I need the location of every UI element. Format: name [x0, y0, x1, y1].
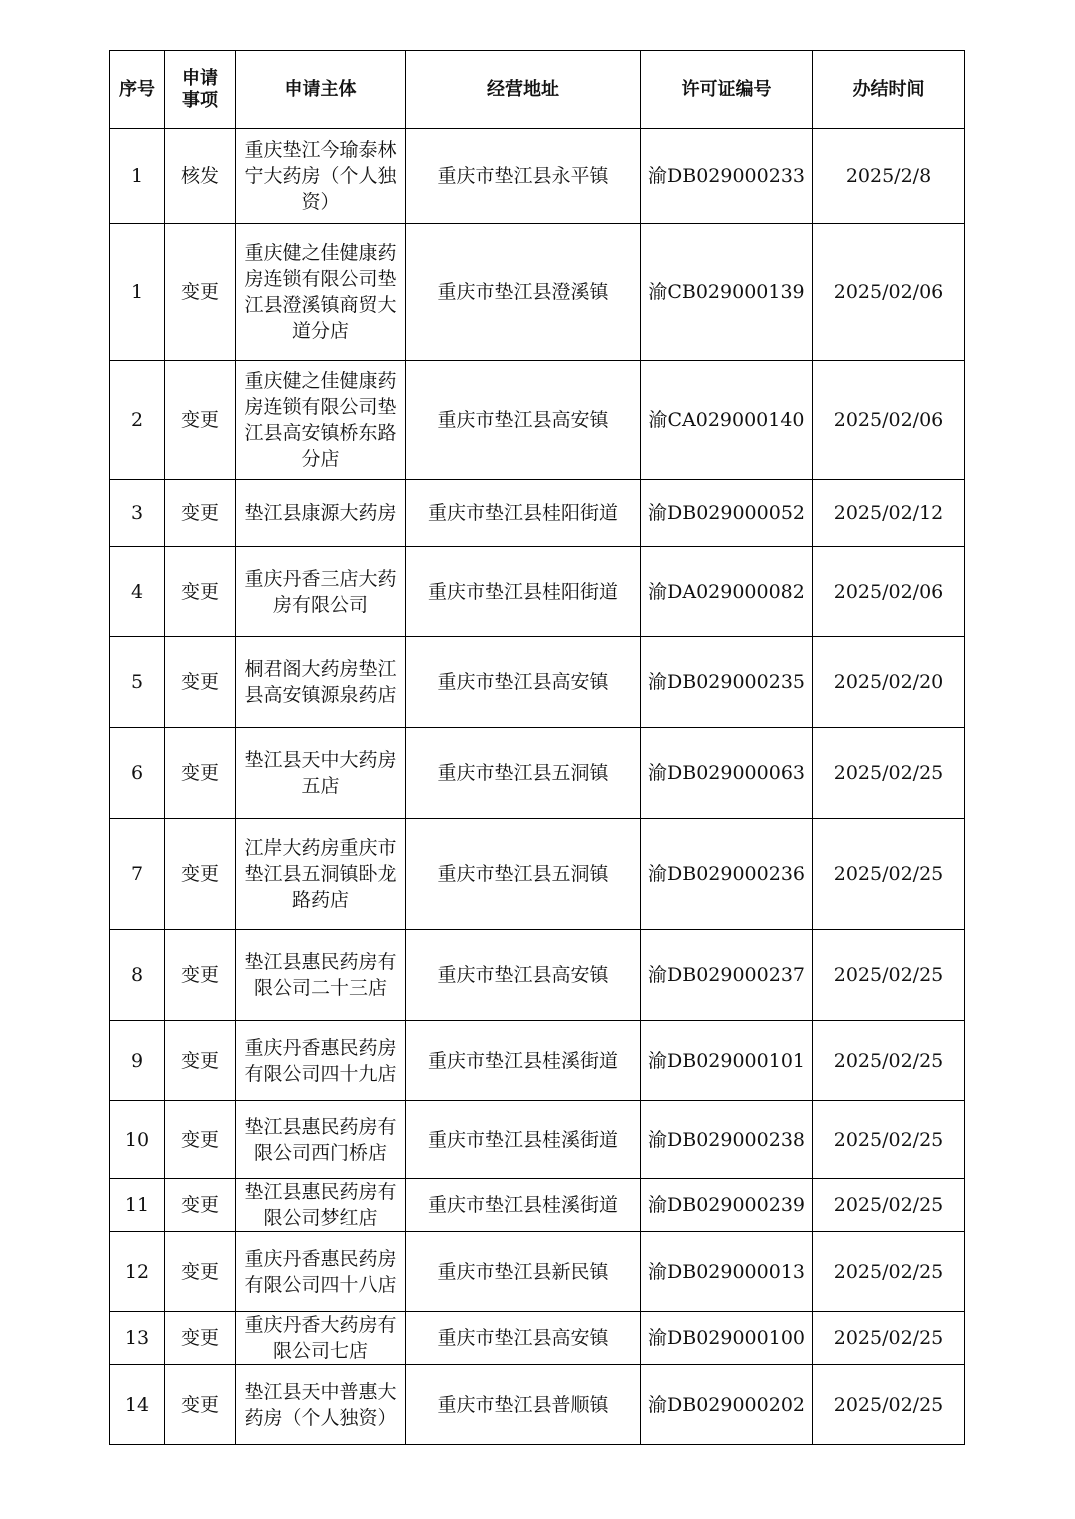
cell-address: 重庆市垫江县高安镇 — [406, 1312, 641, 1365]
cell-date: 2025/02/25 — [813, 930, 965, 1021]
header-seq: 序号 — [110, 51, 165, 129]
header-address: 经营地址 — [406, 51, 641, 129]
cell-entity: 桐君阁大药房垫江县高安镇源泉药店 — [236, 637, 406, 728]
cell-date: 2025/2/8 — [813, 129, 965, 224]
cell-entity: 垫江县惠民药房有限公司梦红店 — [236, 1179, 406, 1232]
cell-entity: 江岸大药房重庆市垫江县五洞镇卧龙路药店 — [236, 819, 406, 930]
cell-seq: 5 — [110, 637, 165, 728]
cell-seq: 11 — [110, 1179, 165, 1232]
cell-address: 重庆市垫江县桂阳街道 — [406, 480, 641, 547]
cell-license: 渝DA029000082 — [641, 547, 813, 637]
cell-item: 变更 — [165, 547, 236, 637]
table-row — [110, 1179, 965, 1232]
cell-address: 重庆市垫江县桂溪街道 — [406, 1021, 641, 1101]
cell-entity: 重庆丹香大药房有限公司七店 — [236, 1312, 406, 1365]
cell-license: 渝CA029000140 — [641, 361, 813, 480]
cell-item: 变更 — [165, 637, 236, 728]
cell-license: 渝DB029000063 — [641, 728, 813, 819]
cell-date: 2025/02/25 — [813, 819, 965, 930]
cell-address: 重庆市垫江县高安镇 — [406, 930, 641, 1021]
cell-seq: 2 — [110, 361, 165, 480]
cell-license: 渝DB029000233 — [641, 129, 813, 224]
header-license: 许可证编号 — [641, 51, 813, 129]
cell-license: 渝DB029000236 — [641, 819, 813, 930]
cell-item: 核发 — [165, 129, 236, 224]
cell-address: 重庆市垫江县五洞镇 — [406, 728, 641, 819]
cell-date: 2025/02/25 — [813, 728, 965, 819]
cell-date: 2025/02/25 — [813, 1101, 965, 1179]
table-row — [110, 930, 965, 1021]
table-row — [110, 224, 965, 361]
cell-date: 2025/02/25 — [813, 1021, 965, 1101]
table-row — [110, 1021, 965, 1101]
cell-entity: 重庆丹香三店大药房有限公司 — [236, 547, 406, 637]
cell-entity: 垫江县天中大药房五店 — [236, 728, 406, 819]
table-row — [110, 819, 965, 930]
cell-seq: 3 — [110, 480, 165, 547]
header-item: 申请事项 — [165, 51, 236, 129]
cell-license: 渝DB029000100 — [641, 1312, 813, 1365]
cell-address: 重庆市垫江县普顺镇 — [406, 1365, 641, 1445]
cell-item: 变更 — [165, 224, 236, 361]
cell-entity: 重庆健之佳健康药房连锁有限公司垫江县高安镇桥东路分店 — [236, 361, 406, 480]
cell-item: 变更 — [165, 1232, 236, 1312]
cell-seq: 1 — [110, 129, 165, 224]
cell-date: 2025/02/25 — [813, 1312, 965, 1365]
cell-seq: 1 — [110, 224, 165, 361]
cell-item: 变更 — [165, 361, 236, 480]
cell-entity: 垫江县天中普惠大药房（个人独资） — [236, 1365, 406, 1445]
license-table — [109, 50, 965, 1445]
cell-date: 2025/02/25 — [813, 1179, 965, 1232]
cell-seq: 10 — [110, 1101, 165, 1179]
cell-license: 渝DB029000013 — [641, 1232, 813, 1312]
cell-address: 重庆市垫江县桂溪街道 — [406, 1101, 641, 1179]
cell-item: 变更 — [165, 930, 236, 1021]
cell-seq: 6 — [110, 728, 165, 819]
cell-license: 渝DB029000239 — [641, 1179, 813, 1232]
cell-seq: 9 — [110, 1021, 165, 1101]
cell-license: 渝DB029000052 — [641, 480, 813, 547]
cell-date: 2025/02/12 — [813, 480, 965, 547]
cell-entity: 垫江县惠民药房有限公司西门桥店 — [236, 1101, 406, 1179]
cell-entity: 重庆丹香惠民药房有限公司四十九店 — [236, 1021, 406, 1101]
cell-item: 变更 — [165, 1179, 236, 1232]
cell-address: 重庆市垫江县澄溪镇 — [406, 224, 641, 361]
header-row — [110, 51, 965, 129]
cell-entity: 重庆丹香惠民药房有限公司四十八店 — [236, 1232, 406, 1312]
cell-seq: 13 — [110, 1312, 165, 1365]
cell-date: 2025/02/06 — [813, 547, 965, 637]
cell-seq: 14 — [110, 1365, 165, 1445]
table-row — [110, 1365, 965, 1445]
cell-entity: 垫江县康源大药房 — [236, 480, 406, 547]
table-row — [110, 1101, 965, 1179]
cell-date: 2025/02/06 — [813, 361, 965, 480]
table-row — [110, 547, 965, 637]
cell-item: 变更 — [165, 819, 236, 930]
cell-license: 渝DB029000238 — [641, 1101, 813, 1179]
cell-entity: 垫江县惠民药房有限公司二十三店 — [236, 930, 406, 1021]
table-row — [110, 1312, 965, 1365]
cell-seq: 7 — [110, 819, 165, 930]
cell-date: 2025/02/06 — [813, 224, 965, 361]
cell-date: 2025/02/25 — [813, 1365, 965, 1445]
table-row — [110, 1232, 965, 1312]
cell-entity: 重庆健之佳健康药房连锁有限公司垫江县澄溪镇商贸大道分店 — [236, 224, 406, 361]
cell-address: 重庆市垫江县桂溪街道 — [406, 1179, 641, 1232]
cell-item: 变更 — [165, 728, 236, 819]
cell-date: 2025/02/20 — [813, 637, 965, 728]
cell-license: 渝DB029000101 — [641, 1021, 813, 1101]
cell-address: 重庆市垫江县永平镇 — [406, 129, 641, 224]
cell-seq: 12 — [110, 1232, 165, 1312]
cell-address: 重庆市垫江县高安镇 — [406, 361, 641, 480]
cell-license: 渝CB029000139 — [641, 224, 813, 361]
cell-license: 渝DB029000202 — [641, 1365, 813, 1445]
cell-entity: 重庆垫江今瑜泰林宁大药房（个人独资） — [236, 129, 406, 224]
table-row — [110, 728, 965, 819]
cell-item: 变更 — [165, 1101, 236, 1179]
cell-item: 变更 — [165, 1312, 236, 1365]
cell-address: 重庆市垫江县桂阳街道 — [406, 547, 641, 637]
cell-item: 变更 — [165, 480, 236, 547]
cell-item: 变更 — [165, 1365, 236, 1445]
table-row — [110, 480, 965, 547]
cell-seq: 4 — [110, 547, 165, 637]
cell-item: 变更 — [165, 1021, 236, 1101]
header-entity: 申请主体 — [236, 51, 406, 129]
cell-license: 渝DB029000237 — [641, 930, 813, 1021]
table-row — [110, 129, 965, 224]
cell-address: 重庆市垫江县高安镇 — [406, 637, 641, 728]
table-row — [110, 637, 965, 728]
cell-license: 渝DB029000235 — [641, 637, 813, 728]
cell-date: 2025/02/25 — [813, 1232, 965, 1312]
cell-address: 重庆市垫江县五洞镇 — [406, 819, 641, 930]
table-row — [110, 361, 965, 480]
cell-address: 重庆市垫江县新民镇 — [406, 1232, 641, 1312]
cell-seq: 8 — [110, 930, 165, 1021]
header-date: 办结时间 — [813, 51, 965, 129]
